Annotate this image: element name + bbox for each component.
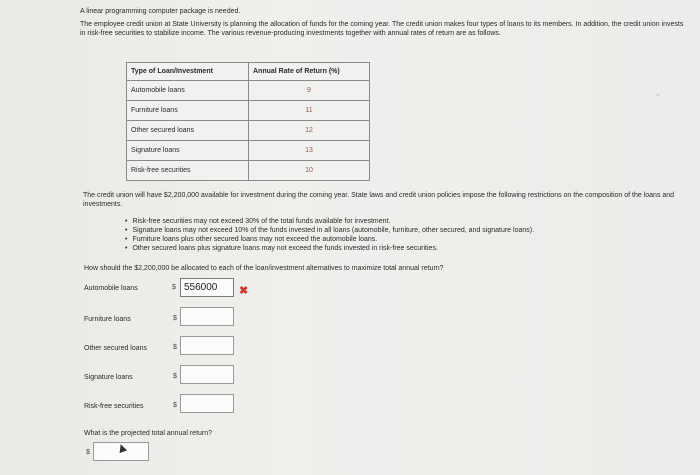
table-cell-rate: 10 — [249, 161, 370, 181]
table-row — [127, 161, 370, 181]
table-cell-type: Automobile loans — [127, 81, 249, 101]
intro-text: A linear programming computer package is needed. — [80, 8, 241, 15]
table-cell-type: Risk-free securities — [127, 161, 249, 181]
allocation-question: How should the $2,200,000 be allocated to each of the loan/investment alternatives to maximize total annual return? — [84, 265, 444, 272]
signature-loans-input[interactable] — [180, 365, 234, 384]
currency-symbol: $ — [172, 284, 176, 291]
projected-return-question: What is the projected total annual return? — [84, 430, 213, 437]
currency-symbol: $ — [173, 373, 177, 380]
table-row — [127, 81, 370, 101]
returns-table — [126, 62, 370, 181]
furniture-loans-input[interactable] — [180, 307, 234, 326]
table-cell-rate: 13 — [249, 141, 370, 161]
list-item: • Other secured loans plus signature loans may not exceed the funds invested in risk-free securities. — [125, 244, 534, 253]
restrictions-list — [125, 217, 534, 253]
incorrect-icon: ✖ — [239, 285, 249, 297]
chevron-down-icon: ⌄ — [654, 88, 662, 98]
risk-free-securities-label: Risk-free securities — [84, 403, 144, 410]
table-row — [127, 101, 370, 121]
funds-description: The credit union will have $2,200,000 available for investment during the coming year. State laws and credit union policies impose the following restrictions on the composition of the loans and investments. — [83, 192, 675, 208]
currency-symbol: $ — [86, 449, 90, 456]
currency-symbol: $ — [173, 344, 177, 351]
currency-symbol: $ — [173, 315, 177, 322]
table-cell-rate: 9 — [249, 81, 370, 101]
table-cell-rate: 12 — [249, 121, 370, 141]
list-item: • Risk-free securities may not exceed 30% of the total funds available for investment. — [125, 217, 534, 226]
table-header-row — [127, 63, 370, 81]
risk-free-securities-input[interactable] — [180, 394, 234, 413]
list-item: • Furniture loans plus other secured loans may not exceed the automobile loans. — [125, 235, 534, 244]
problem-description: The employee credit union at State University is planning the allocation of funds for the coming year. The credit union makes four types of loans to its members. In addition, the credit union invests in risk-free securities to stabilize income. The various revenue-producing investments together with annual rates of return are as follows. — [80, 21, 684, 37]
table-cell-type: Other secured loans — [127, 121, 249, 141]
table-cell-rate: 11 — [249, 101, 370, 121]
currency-symbol: $ — [173, 402, 177, 409]
table-cell-type: Furniture loans — [127, 101, 249, 121]
furniture-loans-label: Furniture loans — [84, 316, 131, 323]
table-header-type: Type of Loan/Investment — [127, 63, 249, 81]
automobile-loans-input[interactable]: 556000 — [180, 278, 234, 297]
table-row — [127, 121, 370, 141]
automobile-loans-label: Automobile loans — [84, 285, 138, 292]
other-secured-loans-input[interactable] — [180, 336, 234, 355]
signature-loans-label: Signature loans — [84, 374, 133, 381]
other-secured-loans-label: Other secured loans — [84, 345, 148, 352]
table-row — [127, 141, 370, 161]
list-item: • Signature loans may not exceed 10% of the funds invested in all loans (automobile, furniture, other secured, and signature loans). — [125, 226, 534, 235]
table-cell-type: Signature loans — [127, 141, 249, 161]
table-header-rate: Annual Rate of Return (%) — [249, 63, 370, 81]
